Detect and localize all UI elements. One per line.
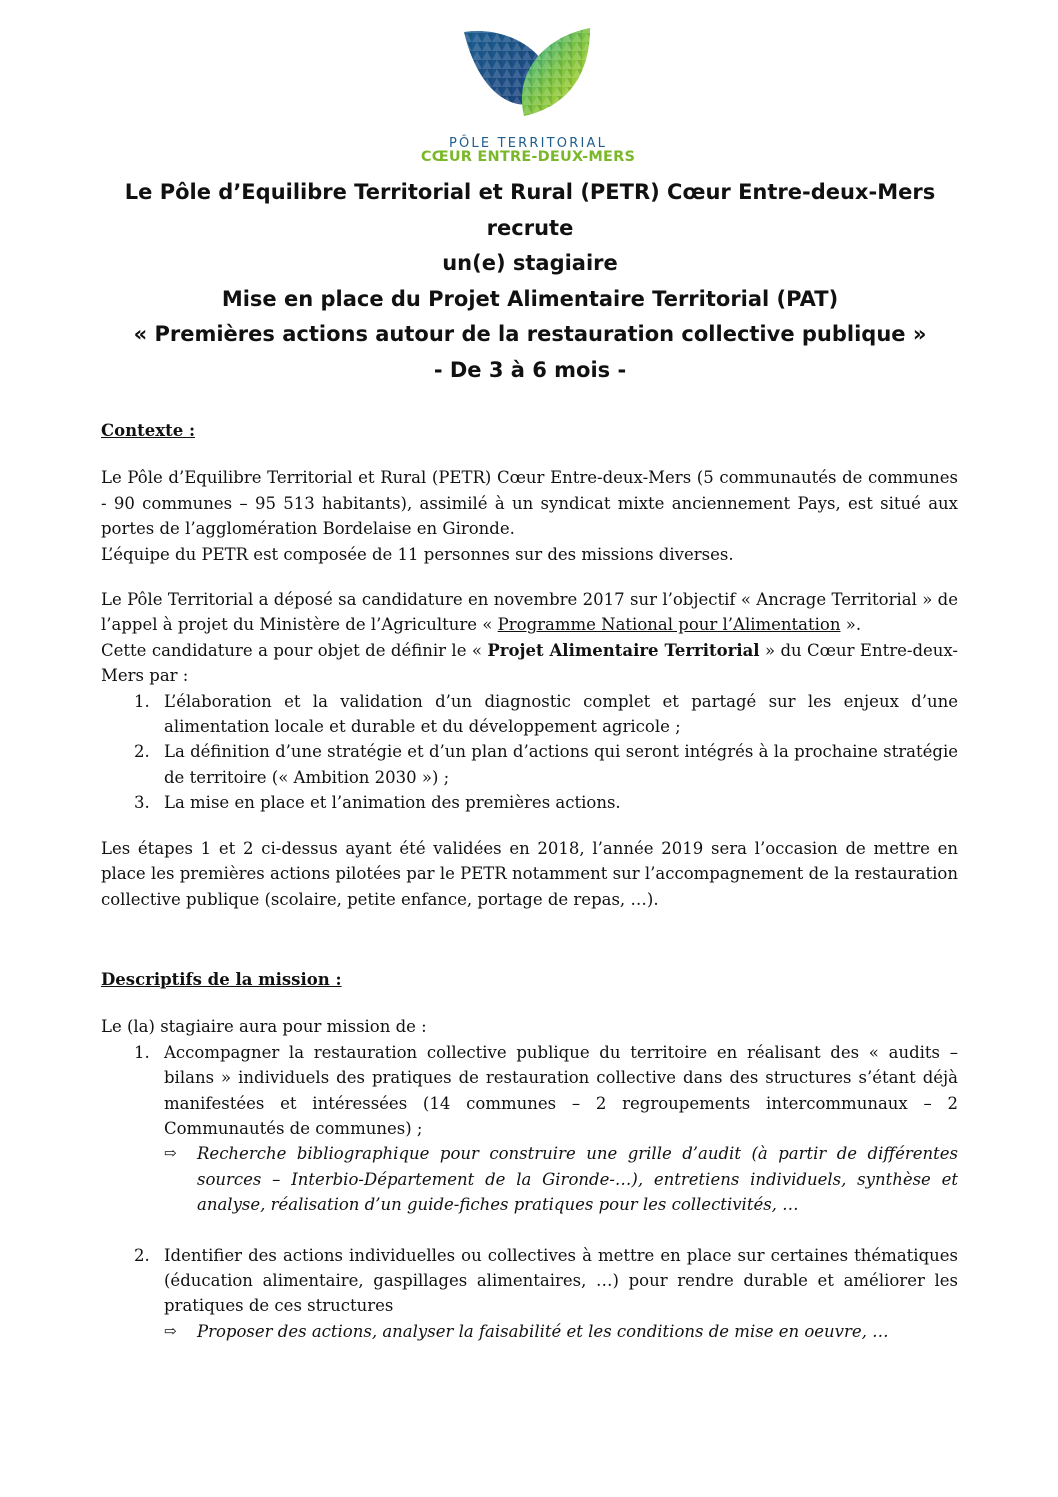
contexte-paragraph <box>101 638 958 689</box>
numbered-list <box>101 689 958 816</box>
list-number: 1. <box>134 1042 150 1062</box>
text-segment: Cette candidature a pour objet de définir le « <box>101 640 488 660</box>
headline-line: un(e) stagiaire <box>442 251 618 275</box>
headline-line: Mise en place du Projet Alimentaire Territorial (PAT) <box>221 286 839 311</box>
bold-text: Projet Alimentaire Territorial <box>487 640 760 660</box>
section-heading-contexte: Contexte : <box>101 421 196 440</box>
list-item-text: Accompagner la restauration collective publique du territoire en réalisant des « audits – bilans » individuels des pratiques de restauration collective dans des structures s’étant déjà manifestées et intéressées (14 communes – 2 regroupements intercommunaux – 2 Communautés de communes) ; <box>164 1042 958 1138</box>
list-number: 2. <box>134 742 150 762</box>
headline-line: recrute <box>486 215 574 240</box>
headline-line: - De 3 à 6 mois - <box>433 357 627 382</box>
numbered-list <box>101 1040 958 1344</box>
mission-intro: Le (la) stagiaire aura pour mission de : <box>101 1017 427 1037</box>
list-item <box>101 739 958 790</box>
text-segment: » du Cœur Entre-deux-Mers par : <box>101 640 958 686</box>
headline-line: Le Pôle d’Equilibre Territorial et Rural (PETR) Cœur Entre-deux-Mers <box>124 180 936 204</box>
arrow-outline-icon: ⇨ <box>164 1144 177 1163</box>
headline <box>60 175 1000 388</box>
list-number: 3. <box>134 793 150 813</box>
list-item <box>101 689 958 740</box>
programme-link[interactable]: Programme National pour l’Alimentation <box>497 615 841 635</box>
headline-line: « Premières actions autour de la restauration collective publique » <box>133 322 927 346</box>
text-segment: ». <box>840 615 862 635</box>
list-number: 1. <box>134 691 150 711</box>
leaf-logo-icon <box>462 24 592 124</box>
contexte-paragraph: Les étapes 1 et 2 ci-dessus ayant été validées en 2018, l’année 2019 sera l’occasion de mettre en place les premières actions pilotées par le PETR notamment sur l’accompagnement de la restauration collective publique (scolaire, petite enfance, portage de repas, …). <box>101 838 958 909</box>
list-item-text: La mise en place et l’animation des premières actions. <box>164 793 621 813</box>
contexte-paragraph <box>101 587 958 638</box>
list-number: 2. <box>134 1245 150 1265</box>
sub-bullet-text: Recherche bibliographique pour construire une grille d’audit (à partir de différentes sources – Interbio-Département de la Gironde-…), entretiens individuels, synthèse et analyse, réalisation d’un guide-fiches pratiques pour les collectivités, … <box>197 1144 958 1215</box>
arrow-outline-icon: ⇨ <box>164 1321 177 1340</box>
contexte-paragraph: Le Pôle d’Equilibre Territorial et Rural (PETR) Cœur Entre-deux-Mers (5 communautés de communes - 90 communes – 95 513 habitants), assimilé à un syndicat mixte anciennement Pays, est situé aux portes de l’agglomération Bordelaise en Gironde. <box>101 468 958 539</box>
list-item-text: La définition d’une stratégie et d’un plan d’actions qui seront intégrés à la prochaine stratégie de territoire (« Ambition 2030 ») ; <box>164 742 958 787</box>
list-item <box>101 1040 958 1142</box>
sub-bullet <box>101 1319 958 1344</box>
list-item-text: L’élaboration et la validation d’un diagnostic complet et partagé sur les enjeux d’une alimentation locale et durable et du développement agricole ; <box>164 691 958 737</box>
contexte-paragraph: L’équipe du PETR est composée de 11 personnes sur des missions diverses. <box>101 544 734 564</box>
list-item <box>101 790 958 815</box>
document-body <box>101 418 958 1344</box>
list-item <box>101 1243 958 1319</box>
logo-title: PÔLE TERRITORIAL <box>448 136 608 151</box>
section-heading-mission: Descriptifs de la mission : <box>101 969 342 989</box>
sub-bullet <box>101 1141 958 1217</box>
logo-subtitle: CŒUR ENTRE-DEUX-MERS <box>420 149 636 165</box>
text-segment: Le Pôle Territorial a déposé sa candidature en novembre 2017 sur l’objectif « Ancrage Territorial » de l’appel à projet du Ministère de l’Agriculture « <box>101 590 958 635</box>
sub-bullet-text: Proposer des actions, analyser la faisabilité et les conditions de mise en oeuvre, … <box>197 1321 889 1341</box>
list-item-text: Identifier des actions individuelles ou collectives à mettre en place sur certaines thématiques (éducation alimentaire, gaspillages alimentaires, …) pour rendre durable et améliorer les pratiques de ces structures <box>164 1245 958 1316</box>
